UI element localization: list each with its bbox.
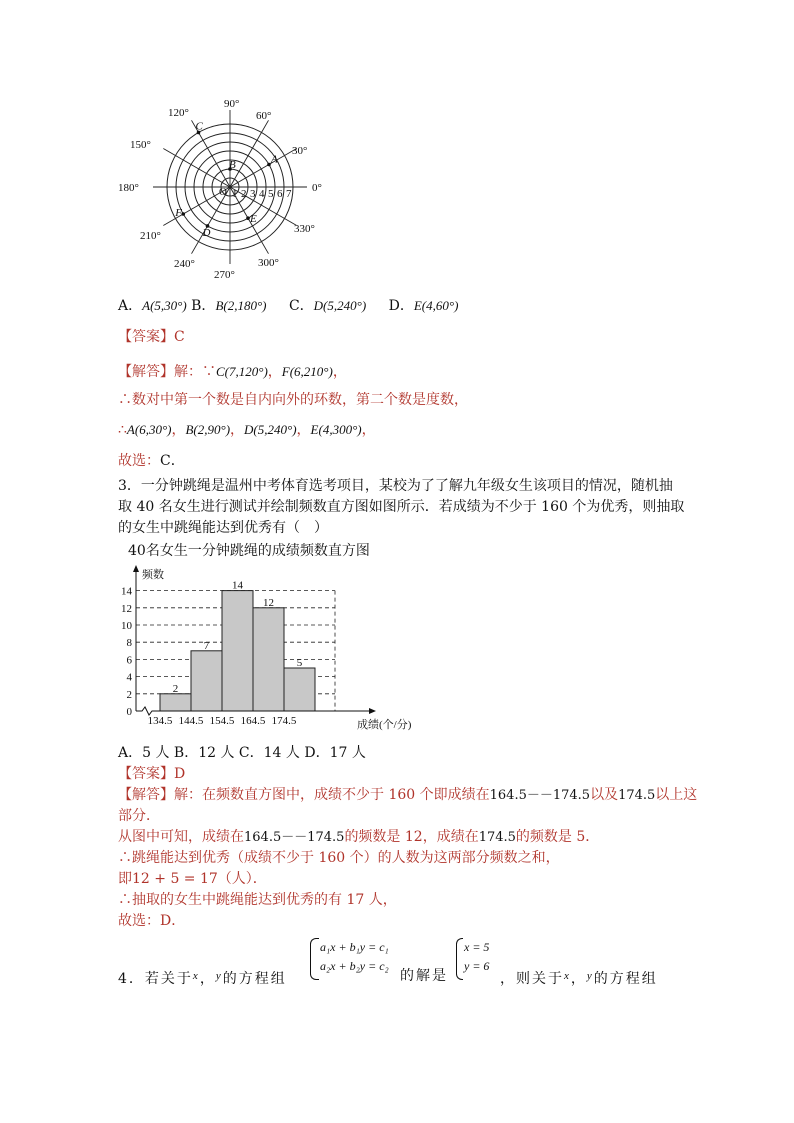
- q4-var-y2: y: [586, 970, 594, 982]
- y-tick-label: 10: [121, 620, 132, 632]
- bar-164.5: [253, 608, 284, 711]
- angle-label: 0°: [312, 182, 322, 194]
- q2-option-b: B(2,180°): [215, 298, 267, 313]
- x-axis-label: 成绩(个/分): [357, 719, 412, 731]
- origin-label: O: [219, 186, 227, 198]
- q4-eq2: a₂x + b₂y = c₂: [320, 959, 389, 973]
- q2-solution-intro: 解：: [174, 364, 202, 380]
- therefore-symbol: ∴: [118, 422, 127, 438]
- q3-options: A．5 人 B．12 人 C．14 人 D．17 人: [118, 745, 366, 761]
- angle-label: 300°: [258, 257, 279, 269]
- q2-solution-line1: [118, 362, 347, 382]
- q3-sol1-mid: 以及: [590, 787, 619, 803]
- q4-var-x2: x: [564, 970, 571, 982]
- histogram-chart: [118, 562, 418, 737]
- fix-e: E(4,300°): [310, 422, 362, 437]
- given-f: F(6,210°): [281, 364, 333, 379]
- separator: ，: [267, 364, 282, 380]
- q4-prefix: [118, 966, 287, 989]
- q3-sol1-range: 164.5－－174.5: [489, 788, 591, 803]
- q2-option-a: A(5,30°): [142, 298, 187, 313]
- bar-134.5: [160, 694, 191, 711]
- x-tick-label: 164.5: [240, 715, 266, 727]
- q4-mid: 的方程组: [222, 971, 287, 987]
- q3-solution-line5: 即12 + 5 = 17（人）．: [118, 871, 267, 887]
- q2-conclusion: [118, 451, 185, 471]
- angle-label: 240°: [174, 258, 195, 270]
- angle-label: 30°: [292, 145, 308, 157]
- bar-174.5: [284, 668, 315, 711]
- q3-sol3-range: 164.5－－174.5: [244, 830, 345, 845]
- point-d-label: D: [202, 226, 211, 239]
- q3-sol3-val: 174.5: [478, 830, 516, 845]
- polar-spoke: [230, 120, 269, 187]
- polar-spoke: [163, 149, 230, 188]
- q3-sol3-b: 的频数是 12，成绩在: [344, 829, 479, 845]
- q3-solution-line4: ∴跳绳能达到优秀（成绩不少于 160 个）的人数为这两部分频数之和，: [118, 850, 560, 866]
- q2-answer: [118, 327, 185, 347]
- q4-tail: [500, 966, 658, 989]
- q3-sol1-end: 以上这: [655, 787, 698, 803]
- angle-label: 330°: [294, 223, 315, 235]
- q3-sol1: 解：在频数直方图中，成绩不少于 160 个即成绩在: [174, 787, 490, 803]
- bar-154.5: [222, 591, 253, 711]
- angle-label: 150°: [130, 139, 151, 151]
- y-tick-label: 8: [126, 637, 132, 650]
- q4-brace-right: [456, 938, 463, 980]
- q2-option-d: E(4,60°): [413, 298, 459, 313]
- x-tick-label: 134.5: [147, 715, 173, 727]
- q3-answer: [118, 764, 185, 784]
- q3-sol1-val: 174.5: [618, 788, 656, 803]
- q4-eq1: a₁x + b₁y = c₁: [320, 940, 389, 954]
- q3-answer-value: D: [174, 766, 186, 782]
- q4-sx: x = 5: [464, 940, 490, 954]
- q3-solution-line7: 故选：D．: [118, 913, 186, 929]
- angle-label: 270°: [214, 269, 235, 281]
- fix-a: A(6,30°): [126, 422, 172, 437]
- ring-number: 2: [241, 188, 247, 200]
- q3-sol3-c: 的频数是 5．: [515, 829, 600, 845]
- q2-solution-line2: ∴数对中第一个数是自内向外的环数，第二个数是度数，: [118, 392, 468, 408]
- bar-value-label: 12: [263, 596, 274, 609]
- ring-number: 6: [277, 188, 283, 200]
- x-tick-label: 174.5: [271, 715, 297, 727]
- angle-label: 120°: [168, 107, 189, 119]
- q3-line1: 3．一分钟跳绳是温州中考体育选考项目，某校为了了解九年级女生该项目的情况，随机抽: [118, 478, 673, 494]
- q3-solution-label: 【解答】: [118, 787, 174, 803]
- ring-number: 3: [250, 188, 256, 200]
- q3-solution-line6: ∴抽取的女生中跳绳能达到优秀的有 17 人，: [118, 892, 397, 908]
- q4-prefix-text: 4．若关于: [118, 971, 193, 987]
- q4-brace-left: [310, 938, 319, 980]
- ring-number: 7: [286, 188, 292, 200]
- q4-var-y: y: [215, 970, 223, 982]
- separator: ，: [171, 422, 186, 438]
- polar-diagram: [115, 90, 345, 290]
- q3-line2: 取 40 名女生进行测试并绘制频数直方图如图所示．若成绩为不少于 160 个为优秀，则抽取: [118, 499, 685, 515]
- q4-system: [320, 938, 389, 976]
- q2-answer-label: 【答案】: [118, 329, 174, 345]
- histogram-title: 40名女生一分钟跳绳的成绩频数直方图: [128, 543, 370, 559]
- angle-label: 180°: [118, 182, 139, 194]
- point-a-label: A: [270, 153, 278, 166]
- ring-number: 4: [259, 188, 265, 200]
- q4-tail2: 的方程组: [593, 971, 658, 987]
- separator: ，: [361, 422, 376, 438]
- q3-solution-line2: 部分．: [118, 808, 160, 824]
- because-symbol: ∵: [202, 364, 216, 380]
- q4-comma: ，: [199, 971, 216, 987]
- y-tick-label: 0: [126, 706, 132, 718]
- x-tick-label: 144.5: [178, 715, 204, 727]
- q4-tail-text: ，则关于: [500, 971, 564, 987]
- q4-sy: y = 6: [464, 959, 490, 973]
- y-tick-label: 4: [126, 671, 132, 684]
- point-b-label: B: [229, 159, 236, 171]
- separator: ，: [230, 422, 245, 438]
- y-tick-label: 12: [121, 602, 132, 615]
- y-axis-arrow: [133, 565, 139, 572]
- q2-option-b-prefix: B．: [191, 298, 216, 314]
- q2-option-c-prefix: C．: [288, 298, 314, 314]
- bar-value-label: 14: [232, 579, 243, 592]
- q2-solution-label: 【解答】: [118, 364, 174, 380]
- q4-comma2: ，: [570, 971, 587, 987]
- bar-value-label: 2: [172, 682, 179, 695]
- q2-options: [118, 296, 458, 316]
- separator: ，: [332, 364, 347, 380]
- bar-value-label: 5: [296, 657, 303, 669]
- y-tick-label: 6: [126, 654, 132, 667]
- ring-number: 1: [232, 188, 238, 200]
- polar-spoke: [230, 149, 297, 188]
- angle-label: 90°: [224, 98, 240, 110]
- q3-answer-label: 【答案】: [118, 766, 174, 782]
- ring-number: 5: [268, 188, 274, 200]
- y-axis-label: 频数: [142, 569, 164, 581]
- q3-solution-line3: [118, 827, 599, 848]
- q4-var-x: x: [192, 970, 200, 982]
- q2-option-c: D(5,240°): [313, 298, 367, 313]
- q3-solution-line1: [118, 785, 697, 806]
- fix-d: D(5,240°): [244, 422, 297, 437]
- q2-solution-line3: [118, 420, 376, 440]
- separator: ，: [296, 422, 311, 438]
- q2-option-d-prefix: D．: [388, 298, 414, 314]
- y-tick-label: 2: [126, 688, 132, 701]
- fix-b: B(2,90°): [185, 422, 231, 437]
- point-c-label: C: [195, 120, 203, 133]
- given-c: C(7,120°): [216, 364, 268, 379]
- point-f-label: F: [175, 207, 182, 219]
- bar-value-label: 7: [203, 639, 210, 652]
- conclude-value: C．: [160, 453, 185, 469]
- q2-answer-value: C: [174, 329, 185, 345]
- bar-144.5: [191, 651, 222, 711]
- conclude-label: 故选：: [118, 453, 160, 469]
- x-axis-arrow: [369, 708, 376, 714]
- q4-solution-is: 的解是: [400, 968, 448, 984]
- y-tick-label: 14: [121, 585, 132, 598]
- x-tick-label: 154.5: [209, 715, 235, 727]
- q2-option-a-prefix: A．: [118, 298, 143, 314]
- q4-solution: [464, 938, 489, 976]
- point-e-label: E: [250, 213, 257, 226]
- angle-label: 210°: [140, 230, 161, 242]
- q3-sol3-a: 从图中可知，成绩在: [118, 829, 244, 845]
- angle-label: 60°: [256, 110, 272, 122]
- q3-line3: 的女生中跳绳能达到优秀有（ ）: [118, 520, 328, 536]
